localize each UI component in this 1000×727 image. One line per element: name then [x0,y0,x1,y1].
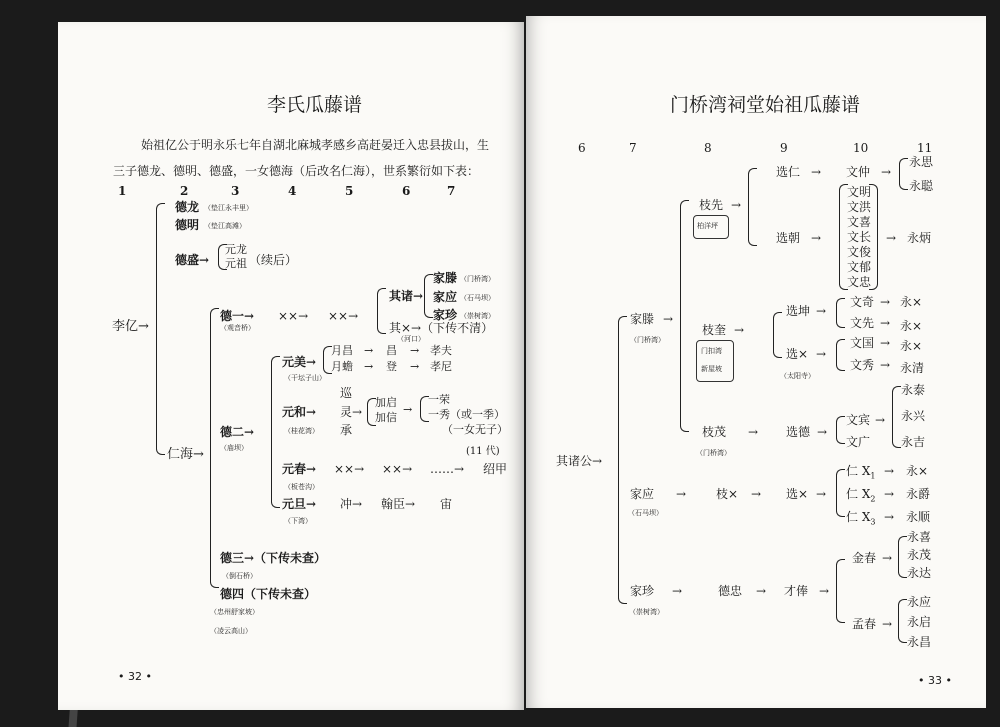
left-page-title: 李氏瓜藤谱 [267,94,363,116]
xuan-x: 选× [786,347,809,361]
arrow: → [882,617,893,631]
yi-rong: 一荣 [428,393,450,406]
arrow: → [403,403,413,416]
yong-ji: 永吉 [901,435,926,449]
jia-ying-left: 家应 [433,290,458,304]
han-chen: 翰臣→ [381,497,416,511]
left-page-number: • 32 • [118,670,152,683]
yong-x-4: 永× [906,464,929,478]
xuan-ren: 选仁 [776,165,801,179]
yong-cong: 永聪 [909,179,934,193]
ren-x-2: 仁 $X_2$ [846,487,876,504]
arrow: → [884,510,895,524]
arrow: → [884,487,895,501]
right-page-title: 门桥湾祠堂始祖瓜藤谱 [670,94,861,116]
arrow: → [881,165,892,179]
de-er-bracket [271,356,280,508]
yong-shun: 永顺 [906,510,931,524]
de-ming-location: （垫江高滩） [204,222,246,230]
gen-1: 1 [118,184,127,198]
de-sheng: 德盛→ [175,253,210,267]
jia-teng: 家滕 [630,312,655,326]
gen-2: 2 [180,184,189,198]
xu-hou-note: （续后） [249,253,298,267]
gen-6: 6 [402,184,411,198]
wen-ming: 文明 [847,185,872,199]
qi-group-bracket [377,288,386,334]
yong-x-3: 永× [900,339,923,353]
jia-zhen: 家珍 [630,584,655,598]
ren-x-1: 仁 $X_1$ [846,464,876,481]
shao-jia: 绍甲 [483,462,508,476]
zhi-xian-bracket [748,168,757,246]
qi-zhu: 其诸→ [389,289,424,303]
intro-line-1: 始祖亿公于明永乐七年自湖北麻城孝感乡高赶晏迁入忠县拔山，生 [141,138,490,152]
yuan-chun-ellipsis: ……→ [430,462,465,476]
yong-qing: 永清 [900,361,925,375]
de-yi-xx-2: ××→ [328,309,359,323]
right-page [526,16,986,708]
de-yi: 德一→ [220,309,255,323]
xuan-x-bracket [836,339,845,371]
yong-xing: 永兴 [901,409,926,423]
zhou: 宙 [440,497,453,511]
meng-chun-bracket [898,599,907,643]
qi-x-not-clear: 其×→（下传不清） [389,321,494,335]
xiao-ni: 孝尼 [430,360,452,373]
yuan-mei-location: （干坛子山） [284,374,326,382]
arrow: → [880,336,891,350]
arrow: → [734,323,745,337]
arrow: → [731,198,742,212]
zhi-mao-location: （门桥湾） [696,449,731,457]
gen-4: 4 [288,184,297,198]
arrow: → [816,304,827,318]
xuan-kun-bracket [836,298,845,328]
yuan-chun-xx-1: ××→ [334,462,365,476]
yi-nu-note: （一女无子） [442,423,508,436]
gen-11-note: (11 代) [466,446,500,457]
cai-feng-bracket [836,559,845,623]
yuan-chun: 元春→ [282,462,317,476]
yong-ying: 永应 [907,595,932,609]
xuan-x-2-bracket [836,469,845,517]
de-yi-location: （观音桥） [220,324,255,332]
arrow: → [816,347,827,361]
intro-line-2: 三子德龙、德明、德盛，一女德海（后改名仁海），世系繁衍如下表： [113,164,480,178]
xiao-fu: 孝夫 [430,344,452,357]
yong-bing: 永炳 [907,231,932,245]
arrow: → [880,295,891,309]
arrow: → [748,425,759,439]
jia-ying: 家应 [630,487,655,501]
yue-chang: 月昌 [331,344,353,357]
yi-xiu: 一秀（或一季） [428,408,505,421]
yong-xi: 永喜 [907,530,932,544]
right-page-number: • 33 • [918,674,952,687]
wen-yu: 文郁 [847,260,872,274]
yong-chang: 永昌 [907,635,932,649]
arrow: → [886,231,897,245]
arrow: → [751,487,762,501]
de-si-location-2: （凌云高山） [210,627,252,635]
gen-9: 9 [780,141,788,155]
yong-jue: 永爵 [906,487,931,501]
de-long-location: （垫江永丰里） [204,204,253,212]
zhi-xian-location: 柏洋坪 [697,222,718,230]
zhi-xian: 枝先 [699,198,724,212]
yuan-chun-xx-2: ××→ [382,462,413,476]
wen-bin-bracket [892,386,901,448]
yong-qi: 永启 [907,615,932,629]
jia-teng-left: 家滕 [433,271,458,285]
gen-5: 5 [345,184,354,198]
jia-teng-bracket [680,200,689,432]
yong-mao: 永茂 [907,548,932,562]
yong-tai: 永泰 [901,383,926,397]
arrow: → [884,464,895,478]
yuan-long: 元龙 [225,243,247,256]
gen-7: 7 [629,141,637,155]
gen-6: 6 [578,141,586,155]
arrow: → [756,584,767,598]
de-er-location: （庙坝） [220,444,248,452]
jia-teng-left-location: （门桥湾） [460,275,495,283]
root-bracket [156,203,165,455]
zhi-mao: 枝茂 [702,425,727,439]
yong-x-2: 永× [900,319,923,333]
yuan-mei: 元美→ [282,355,317,369]
de-yi-xx-1: ××→ [278,309,309,323]
de-ming: 德明 [175,218,200,232]
xuan-de-bracket [836,416,845,444]
root-li-yi: 李亿→ [112,319,149,334]
de-si: 德四（下传未查） [220,587,317,601]
gen-11: 11 [917,141,933,155]
left-page [58,22,524,710]
de-san-location: （倒石桥） [222,572,257,580]
de-zhong: 德忠 [718,584,743,598]
yuan-chun-location: （板苍沟） [284,483,319,491]
arrow: → [672,584,683,598]
cai-feng: 才俸 [784,584,809,598]
arrow: → [811,231,822,245]
zhi-x: 枝× [716,487,739,501]
gen-3: 3 [231,184,240,198]
yuan-zu: 元祖 [225,257,247,270]
meng-chun: 孟春 [852,617,877,631]
chong: 冲→ [340,497,363,511]
wen-xi: 文喜 [847,215,872,229]
arrow: → [817,425,828,439]
xuan-kun: 选坤 [786,304,811,318]
ren-x-3: 仁 $X_3$ [846,510,876,527]
jia-zhen-location: （崇树湾） [629,608,664,616]
yuan-he-location: （桂花湾） [284,427,319,435]
jia-ying-left-location: （石马坝） [460,294,495,302]
jia-xin: 加信 [375,411,397,424]
wen-guang: 文广 [846,435,871,449]
jin-chun: 金春 [852,551,877,565]
wen-qi: 文奇 [850,295,875,309]
gen-7: 7 [447,184,456,198]
wen-jun: 文俊 [847,245,872,259]
de-si-location-1: （忠州舒家坡） [210,608,259,616]
zhi-kui-location-1: 门扣湾 [701,347,722,355]
zhi-kui-bracket [773,312,782,358]
arrow: → [880,358,891,372]
wen-bin: 文宾 [846,413,871,427]
de-er: 德二→ [220,425,255,439]
wen-hong: 文洪 [847,200,872,214]
arrow: → [816,487,827,501]
yong-x-1: 永× [900,295,923,309]
wen-xiu: 文秀 [850,358,875,372]
xuan-x-2: 选× [786,487,809,501]
xuan-de: 选德 [786,425,811,439]
yong-si: 永思 [909,155,934,169]
arrow: → [410,360,420,373]
arrow: → [882,551,893,565]
wen-zhong-2: 文忠 [847,275,872,289]
ren-hai: 仁海→ [167,447,204,462]
yuan-dan: 元旦→ [282,497,317,511]
arrow: → [819,584,830,598]
arrow: → [880,316,891,330]
jin-chun-bracket [898,536,907,578]
arrow: → [364,360,374,373]
gen-10: 10 [853,141,869,155]
qi-zhu-gong: 其诸公→ [556,454,603,468]
jia-zhen-left-location: （崇树湾） [460,312,495,320]
jia-ying-location: （石马坝） [628,509,663,517]
gen-8: 8 [704,141,712,155]
yue-shan: 月蟾 [331,360,353,373]
arrow: → [676,487,687,501]
arrow: → [811,165,822,179]
xuan-x-location: （太阳寺） [780,372,815,380]
qi-zhu-location: （河口） [397,335,425,343]
de-san: 德三→（下传未查） [220,551,327,565]
de-long: 德龙 [175,200,200,214]
arrow: → [875,413,886,427]
yuan-he: 元和→ [282,405,317,419]
ren-hai-bracket [210,308,219,588]
xuan-chao: 选朝 [776,231,801,245]
jia-teng-location: （门桥湾） [630,336,665,344]
wen-xian: 文先 [850,316,875,330]
yong-da: 永达 [907,566,932,580]
zhi-kui-location-2: 新屋坡 [701,365,722,373]
yuan-dan-location: （下湾） [284,517,312,525]
cheng: 承 [340,423,353,437]
zhi-kui: 枝奎 [702,323,727,337]
wen-guo: 文国 [850,336,875,350]
jia-zhen-left: 家珍 [433,308,458,322]
arrow: → [364,344,374,357]
ling: 灵→ [340,405,363,419]
wen-zhong-bracket [899,158,908,190]
chang: 昌 [386,344,397,357]
qi-zhu-gong-bracket [618,316,627,604]
arrow: → [663,312,674,326]
arrow: → [410,344,420,357]
qi-zhu-bracket [424,274,433,318]
jia-qi: 加启 [375,396,397,409]
wen-zhong: 文仲 [846,165,871,179]
xun: 巡 [340,386,353,400]
wen-chang: 文长 [847,230,872,244]
deng: 登 [386,360,397,373]
